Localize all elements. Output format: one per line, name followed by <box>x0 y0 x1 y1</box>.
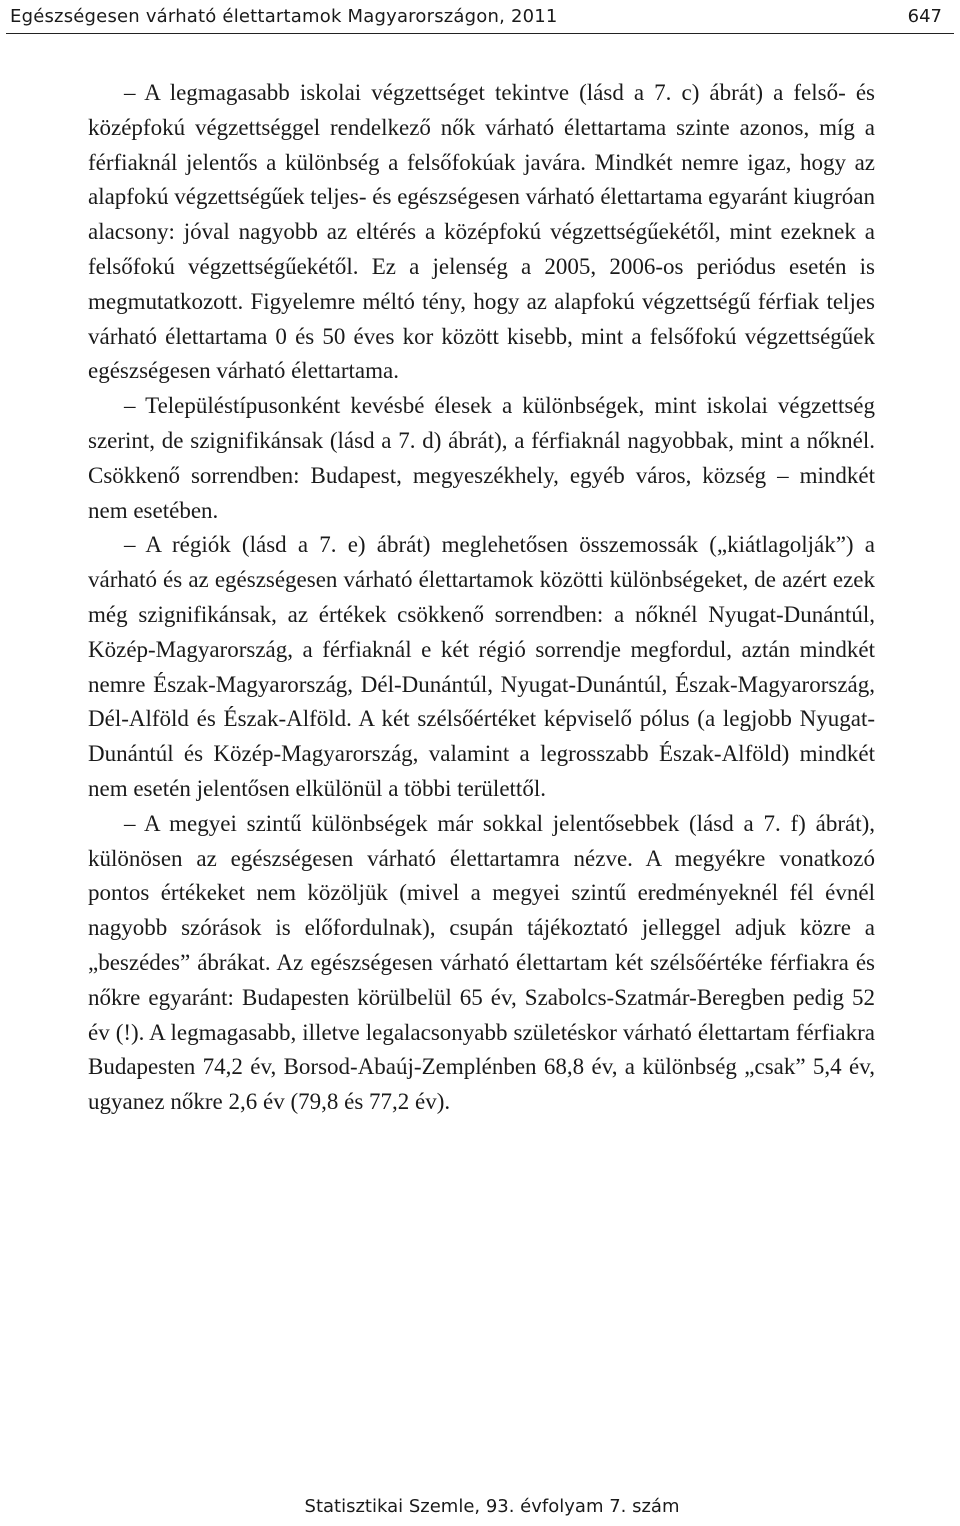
header-divider <box>6 33 954 34</box>
body-text <box>88 76 875 1120</box>
paragraph-counties: – A megyei szintű különbségek már sokkal jelentősebbek (lásd a 7. f) ábrát), különösen az egészségesen várható élettartamra nézve. A megyékre vonatkozó pontos értékeket nem közöljük (mivel a megyei szintű eredményeknél fél évnél nagyobb szórások is előfordulnak), csupán tájékoztató jelleggel adjuk közre a „beszédes” ábrákat. Az egészségesen várható élettartam két szélsőértéke férfiakra és nőkre egyaránt: Budapesten körülbelül 65 év, Szabolcs-Szatmár-Beregben pedig 52 év (!). A legmagasabb, illetve legalacsonyabb születéskor várható élettartam férfiakra Budapesten 74,2 év, Borsod-Abaúj-Zemplénben 68,8 év, a különbség „csak” 5,4 év, ugyanez nőkre 2,6 év (79,8 és 77,2 év). <box>88 810 875 1115</box>
page-header <box>10 0 950 30</box>
running-title: Egészségesen várható élettartamok Magyarországon, 2011 <box>10 6 558 27</box>
page-footer: Statisztikai Szemle, 93. évfolyam 7. szám <box>304 1496 680 1517</box>
page-number: 647 <box>907 6 942 27</box>
paragraph-regions: – A régiók (lásd a 7. e) ábrát) meglehetősen összemossák („kiátlagolják”) a várható és az egészségesen várható élettartamok közötti különbségeket, de azért ezek még szignifikánsak, az értékek csökkenő sorrendben: a nőknél Nyugat-Dunántúl, Közép-Magyarország, a férfiaknál e két régió sorrendje megfordul, aztán mindkét nemre Észak-Magyarország, Dél-Dunántúl, Nyugat-Dunántúl, Észak-Magyarország, Dél-Alföld és Észak-Alföld. A két szélsőértéket képviselő pólus (a legjobb Nyugat-Dunántúl és Közép-Magyarország, valamint a legrosszabb Észak-Alföld) mindkét nem esetén jelentősen elkülönül a többi területtől. <box>88 532 875 801</box>
paragraph-education: – A legmagasabb iskolai végzettséget tekintve (lásd a 7. c) ábrát) a felső- és középfokú végzettséggel rendelkező nők várható élettartama szinte azonos, míg a férfiaknál jelentős a különbség a felsőfokúak javára. Mindkét nemre igaz, hogy az alapfokú végzettségűek teljes- és egészségesen várható élettartama egyaránt kiugróan alacsony: jóval nagyobb az eltérés a középfokú végzettségűekétől, mint ezeknek a felsőfokú végzettségűekétől. Ez a jelenség a 2005, 2006-os periódus esetén is megmutatkozott. Figyelemre méltó tény, hogy az alapfokú végzettségű férfiak teljes várható élettartama 0 és 50 éves kor között kisebb, mint a felsőfokú végzettségűek egészségesen várható élettartama. <box>88 80 875 384</box>
paragraph-settlement-type: – Településtípusonként kevésbé élesek a különbségek, mint iskolai végzettség szerint, de szignifikánsak (lásd a 7. d) ábrát), a férfiaknál nagyobbak, mint a nőknél. Csökkenő sorrendben: Budapest, megyeszékhely, egyéb város, község – mindkét nem esetében. <box>88 393 875 523</box>
